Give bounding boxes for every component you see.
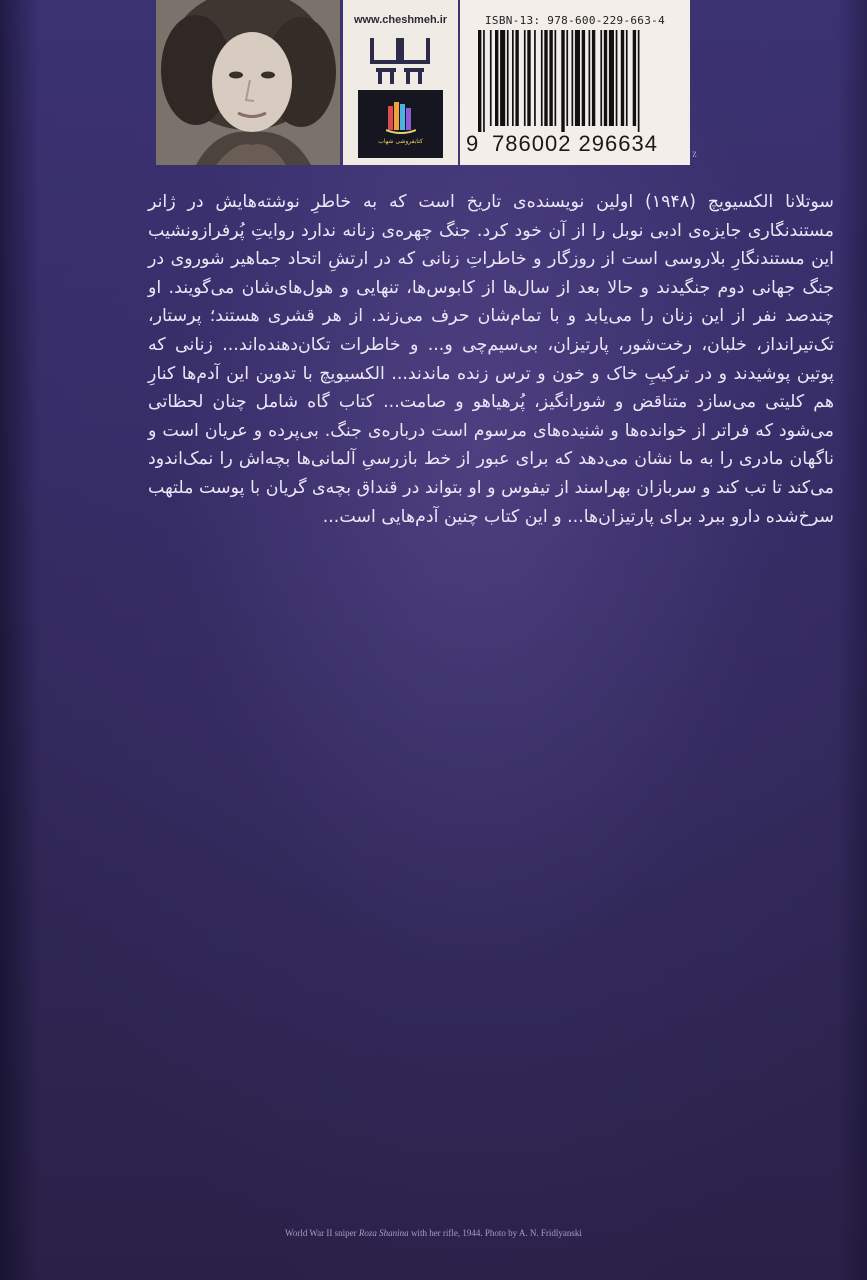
credit-prefix: World War II sniper: [285, 1228, 357, 1238]
barcode-bar: [589, 30, 591, 126]
publisher-logo-icon: [368, 34, 432, 86]
barcode-bar: [561, 30, 564, 132]
barcode-bar: [566, 30, 568, 126]
barcode-lead-digit: 9: [466, 131, 479, 156]
barcode-bar: [609, 30, 614, 126]
book-blurb: [148, 188, 834, 531]
photo-credit: [0, 1228, 867, 1238]
barcode-bar: [478, 30, 481, 132]
credit-name: Roza Shanina: [358, 1228, 409, 1238]
side-mark: ٪: [692, 150, 697, 160]
barcode-bar: [555, 30, 557, 126]
barcode-bar: [515, 30, 518, 126]
barcode-bar: [544, 30, 547, 126]
books-icon: [386, 100, 416, 134]
publisher-url: www.cheshmeh.ir: [353, 14, 448, 26]
barcode-digits: 786002 296634: [492, 131, 658, 156]
barcode-bar: [527, 30, 530, 126]
bookstore-badge: [358, 90, 443, 158]
barcode-bar: [592, 30, 595, 126]
bookstore-badge-text: کتابفروشی شهاب: [378, 138, 423, 145]
spine-shadow: [0, 0, 40, 1280]
barcode-bar: [626, 30, 628, 126]
barcode-bar: [549, 30, 552, 126]
barcode-bar: [621, 30, 624, 126]
barcode-bar: [638, 30, 640, 132]
barcode-bar: [534, 30, 536, 126]
barcode-bar: [495, 30, 498, 126]
barcode-bar: [604, 30, 607, 126]
author-photo: [156, 0, 340, 165]
barcode-bar: [600, 30, 602, 126]
barcode-bar: [512, 30, 514, 126]
barcode-bars: [478, 30, 678, 132]
barcode-bar: [572, 30, 574, 126]
barcode-bar: [490, 30, 492, 126]
barcode-bar: [507, 30, 509, 126]
barcode-bar: [582, 30, 585, 126]
barcode-bar: [524, 30, 526, 126]
barcode-bar: [483, 30, 485, 132]
credit-suffix: with her rifle, 1944. Photo by A. N. Fridlyanski: [410, 1228, 582, 1238]
publisher-label: [343, 0, 458, 165]
isbn-text: ISBN-13: 978-600-229-663-4: [485, 14, 665, 27]
edge-shadow: [837, 0, 867, 1280]
barcode-bar: [541, 30, 543, 126]
barcode-bar: [616, 30, 618, 126]
isbn-barcode: [460, 0, 690, 165]
barcode-bar: [575, 30, 580, 126]
blurb-text: سوتلانا الکسیویچ (۱۹۴۸) اولین نویسنده‌ی تاریخ است که به خاطرِ نوشته‌هایش در ژانر مستندنگاری جایزه‌ی ادبی نوبل را از آن خود کرد. جنگ چهره‌ی زنانه ندارد روایتِ پُرفرازونشیب این مستندنگارِ بلاروسی است از روزگار و خاطراتِ زنانی که در ارتشِ اتحاد جماهیر شوروی در جنگ جهانی دوم جنگیدند و حالا بعد از سال‌ها از کابوس‌ها، تنهایی و هول‌های‌شان می‌گویند. او چندصد نفر از این زنان را می‌یابد و با تمام‌شان حرف می‌زند. از هر قشری هستند؛ پرستار، تک‌تیرانداز، خلبان، رخت‌شور، پارتیزان، بی‌سیم‌چی و... و خاطرات تکان‌دهنده‌اند... زنانی که پوتین پوشیدند و در ترکیبِ خاک و خون و ترس زنده ماندند... الکسیویچ با تدوین این آدم‌ها کنارِ هم کلیتی می‌سازد متناقض و شورانگیز، پُرهیاهو و صامت... کتاب گاه شامل چنان لحظاتی می‌شود که فراتر از خوانده‌ها و شنیده‌های مرسوم است درباره‌ی جنگ. بی‌پرده و عریان است و ناگهان مادری را به ما نشان می‌دهد که برای عبور از خط بازرسیِ آلمانی‌ها بچه‌اش را نمک‌اندود می‌کند تا تب کند و سربازان بهراسند از تیفوس و او بتواند در قنداق بچه‌ی گریان با پوست ملتهب سرخ‌شده دارو ببرد برای پارتیزان‌ها... و این کتاب چنین آدم‌هایی است...: [148, 192, 834, 527]
barcode-bar: [500, 30, 505, 126]
barcode-bar: [633, 30, 636, 126]
